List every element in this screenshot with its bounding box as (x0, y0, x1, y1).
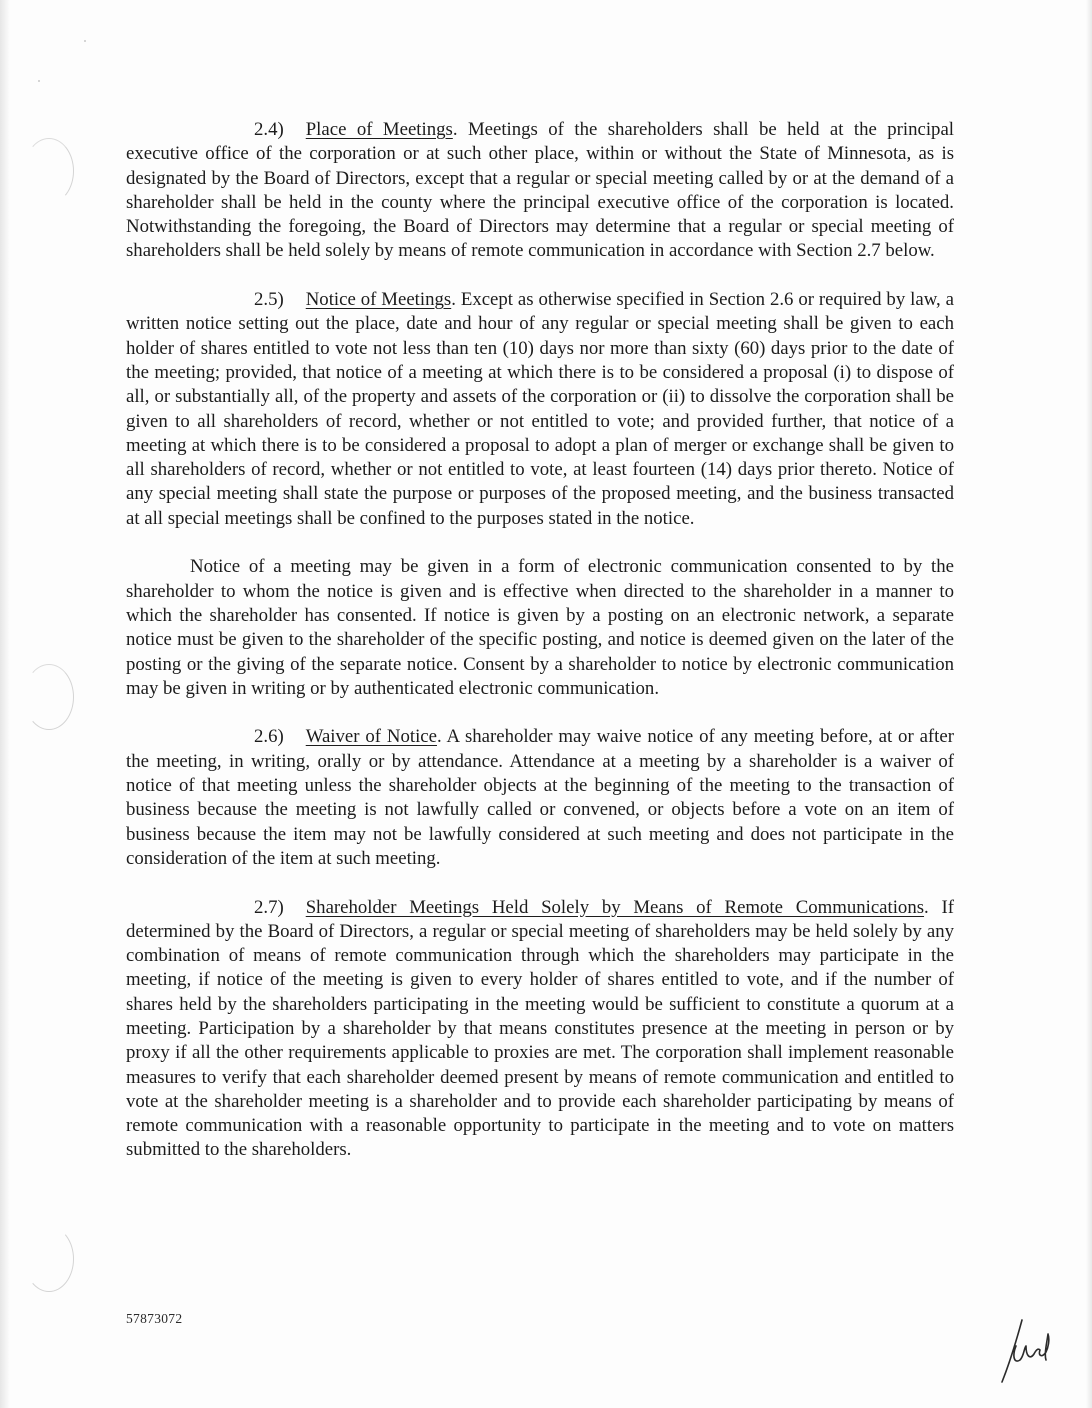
punch-hole-top (24, 138, 74, 204)
section-2-5-electronic-notice (126, 555, 954, 701)
scan-left-edge (0, 0, 10, 1408)
section-body: A shareholder may waive notice of any meeting before, at or after the meeting, in writing, orally or by attendance. Attendance at a meeting by a shareholder is a waiver of notice of that meeting unless the shareholder objects at the beginning of the meeting to the transaction of business because the meeting is not lawfully called or convened, or objects before a vote on an item of business because the item may not be lawfully considered at such meeting and does not participate in the consideration of the item at such meeting. (126, 726, 954, 869)
punch-hole-bottom (24, 1226, 74, 1292)
heading-period: . (924, 896, 929, 918)
section-number: 2.7) (254, 896, 284, 918)
document-body (126, 118, 954, 1163)
heading-period: . (436, 726, 442, 748)
scan-right-edge (1086, 0, 1092, 1408)
section-heading: Place of Meetings (305, 119, 453, 140)
section-body: If determined by the Board of Directors, a regular or special meeting of shareholders may be held solely by any combination of means of remote communication through which the shareholders may participate in the meeting, if notice of the meeting is given to every holder of shares entitled to vote, and if the number of shares held by the shareholders participating in the meeting would be sufficient to constitute a quorum at a meeting. Participation by a shareholder by that means constitutes presence at the meeting in person or by proxy if all the other requirements applicable to proxies are met. The corporation shall implement reasonable measures to verify that each shareholder deemed present by means of remote communication and entitled to vote at the shareholder meeting is a shareholder and to provide each shareholder participating by means of remote communication with a reasonable opportunity to participate in the meeting and to vote on matters submitted to the shareholders. (126, 896, 954, 1161)
scan-speck (38, 80, 40, 82)
scan-speck (84, 40, 86, 42)
section-heading: Notice of Meetings (305, 289, 452, 311)
document-id: 57873072 (126, 1311, 183, 1326)
section-2-5 (126, 288, 954, 531)
section-number: 2.4) (254, 119, 284, 140)
section-heading: Waiver of Notice (305, 726, 437, 748)
section-2-7 (126, 896, 954, 1163)
heading-period: . (452, 119, 458, 140)
handwritten-initials-mark (996, 1312, 1054, 1386)
punch-hole-middle (24, 664, 74, 730)
section-heading: Shareholder Meetings Held Solely by Means of Remote Communications (305, 896, 925, 918)
section-body: Notice of a meeting may be given in a form of electronic communication consented to by the shareholder to whom the notice is given and is effective when directed to the shareholder in a manner to which the shareholder has consented. If notice is given by a posting on an electronic network, a separate notice must be given to the shareholder of the specific posting, and notice is deemed given on the later of the posting or the giving of the separate notice. Consent by a shareholder to notice by electronic communication may be given in writing or by authenticated electronic communication. (126, 556, 954, 699)
section-body: Meetings of the shareholders shall be held at the principal executive office of the corporation or at such other place, within or without the State of Minnesota, as is designated by the Board of Directors, except that a regular or special meeting called by or at the demand of a shareholder shall be held in the county where the principal executive office of the corporation is located. Notwithstanding the foregoing, the Board of Directors may determine that a regular or special meeting of shareholders shall be held solely by means of remote communication in accordance with Section 2.7 below. (126, 119, 954, 262)
section-number: 2.5) (254, 289, 284, 311)
heading-period: . (451, 289, 456, 311)
section-body: Except as otherwise specified in Section 2.6 or required by law, a written notice setting out the place, date and hour of any regular or special meeting shall be given to each holder of shares entitled to vote not less than ten (10) days nor more than sixty (60) days prior to the date of the meeting; provided, that notice of a meeting at which there is to be considered a proposal (i) to dispose of all, or substantially all, of the property and assets of the corporation or (ii) to dissolve the corporation shall be given to all shareholders of record, whether or not entitled to vote; and provided further, that notice of a meeting at which there is to be considered a proposal to adopt a plan of merger or exchange shall be given to all shareholders of record, whether or not entitled to vote, at least fourteen (14) days prior thereto. Notice of any special meeting shall state the purpose or purposes of the proposed meeting, and the business transacted at all special meetings shall be confined to the purposes stated in the notice. (126, 289, 954, 529)
section-2-6 (126, 725, 954, 871)
section-number: 2.6) (254, 726, 284, 748)
section-2-4 (126, 118, 954, 264)
